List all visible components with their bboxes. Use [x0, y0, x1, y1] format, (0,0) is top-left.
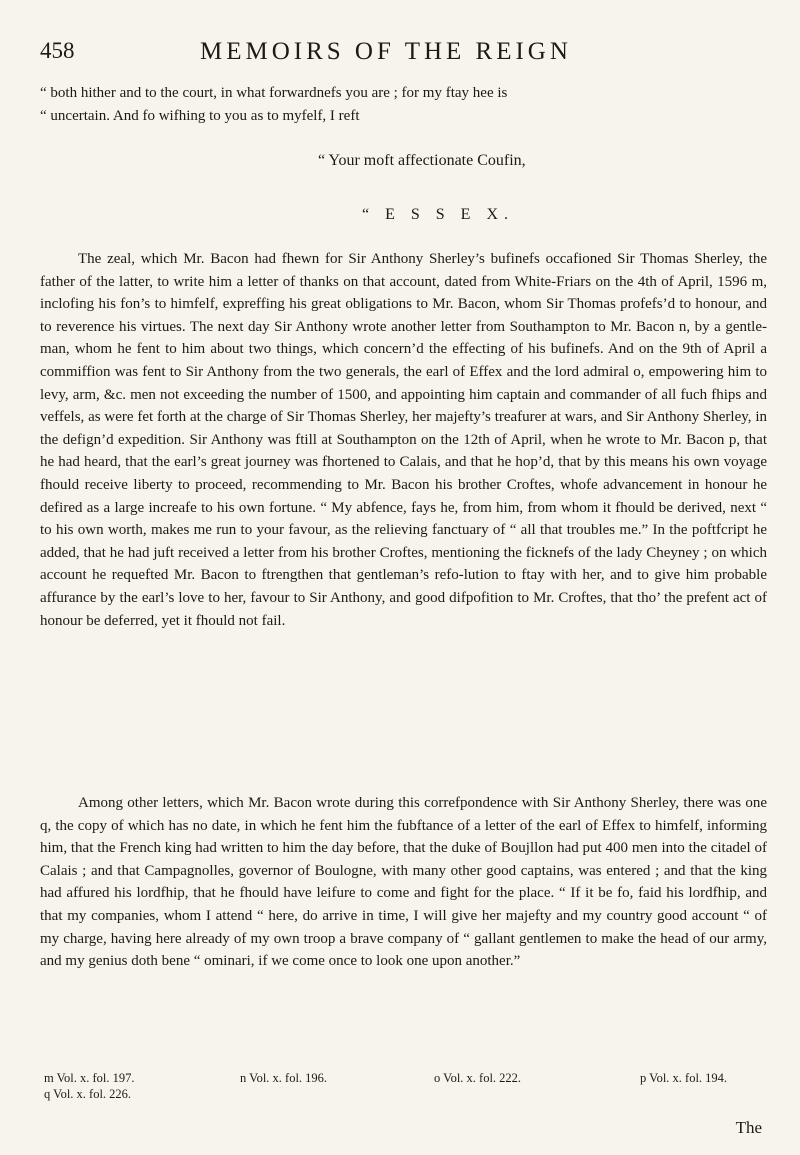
footnotes — [44, 1070, 784, 1102]
footnote-p: p Vol. x. fol. 194. — [640, 1071, 728, 1085]
footnote-m: m Vol. x. fol. 197. — [44, 1071, 135, 1085]
footnote-n: n Vol. x. fol. 196. — [240, 1071, 328, 1085]
body-paragraph-2 — [40, 792, 767, 973]
letter-signature: “ E S S E X. — [362, 206, 514, 223]
running-title: MEMOIRS OF THE REIGN — [200, 38, 572, 65]
footnote-q: q Vol. x. fol. 226. — [44, 1087, 132, 1101]
letter-line-2: “ uncertain. And fo wifhing to you as to myfelf, I reft — [40, 107, 360, 124]
letter-closing: “ Your moft affectionate Coufin, — [318, 152, 526, 169]
body-paragraph-1 — [40, 248, 767, 632]
catchword: The — [735, 1118, 762, 1137]
running-header — [40, 38, 760, 68]
letter-ending — [40, 82, 767, 127]
paragraph-text: The zeal, which Mr. Bacon had fhewn for Sir Anthony Sherley’s bufinefs occafioned Sir Thomas Sherley, the father of the latter, to write him a letter of thanks on that account, dated from White-Friars on the 4th of April, 1596 m, inclofing his fon’s to himfelf, expreffing his great obligations to Mr. Bacon, whom Sir Thomas profefs’d to honour, and to reverence his virtues. The next day Sir Anthony wrote another letter from Southampton to Mr. Bacon n, by a gentle-man, whom he fent to him about two things, which concern’d the effecting of his bufinefs. And on the 9th of April a commiffion was fent to Sir Anthony from the two generals, the earl of Effex and the lord admiral o, empowering him to levy, arm, &c. men not exceeding the number of 1500, and appointing him captain and commander of all fuch fhips and veffels, as were fet forth at the charge of Sir Thomas Sherley, her majefty’s treafurer at wars, and Sir Anthony Sherley, in the defign’d expedition. Sir Anthony was ftill at Southampton on the 12th of April, when he wrote to Mr. Bacon p, that he had heard, that the earl’s great journey was fhortened to Calais, and that he hop’d, that by this means his own voyage fhould receive liberty to proceed, recommending to Mr. Bacon his brother Croftes, whofe advancement in honour he defired as a large increafe to his own fortune. “ My abfence, fays he, from him, from whom it fhould be derived, next “ to his own worth, makes me run to your favour, as the relieving fanctuary of “ all that troubles me.” In the poftfcript he added, that he had juft received a letter from his brother Croftes, mentioning the ficknefs of the lady Cheyney ; on which account he requefted Mr. Bacon to ftrengthen that gentleman’s refo-lution to ftay with her, and to give him probable affurance by the earl’s love to her, favour to Sir Anthony, and good difpofition to Mr. Croftes, that tho’ the prefent act of honour be deferred, yet it fhould not fail. — [40, 251, 767, 629]
paragraph-text: Among other letters, which Mr. Bacon wrote during this correfpondence with Sir Anthony Sherley, there was one q, the copy of which has no date, in which he fent him the fubftance of a letter of the earl of Effex to himfelf, informing him, that the French king had written to him the day before, that the duke of Boujllon had put 400 men into the citadel of Calais ; and that Campagnolles, governor of Boulogne, with many other good captains, was entered ; and that the king had affured his lordfhip, that he fhould have leifure to come and fight for the place. “ If it be fo, faid his lordfhip, and that my companies, whom I attend “ here, do arrive in time, I will give her majefty and my country good account “ of my charge, having here already of my own troop a brave company of “ gallant gentlemen to make the head of our army, and my genius doth bene “ ominari, if we come once to look one upon another.” — [40, 795, 767, 970]
letter-line-1: “ both hither and to the court, in what forwardnefs you are ; for my ftay hee is — [40, 85, 508, 101]
page-number: 458 — [40, 38, 75, 63]
footnote-o: o Vol. x. fol. 222. — [434, 1071, 522, 1085]
